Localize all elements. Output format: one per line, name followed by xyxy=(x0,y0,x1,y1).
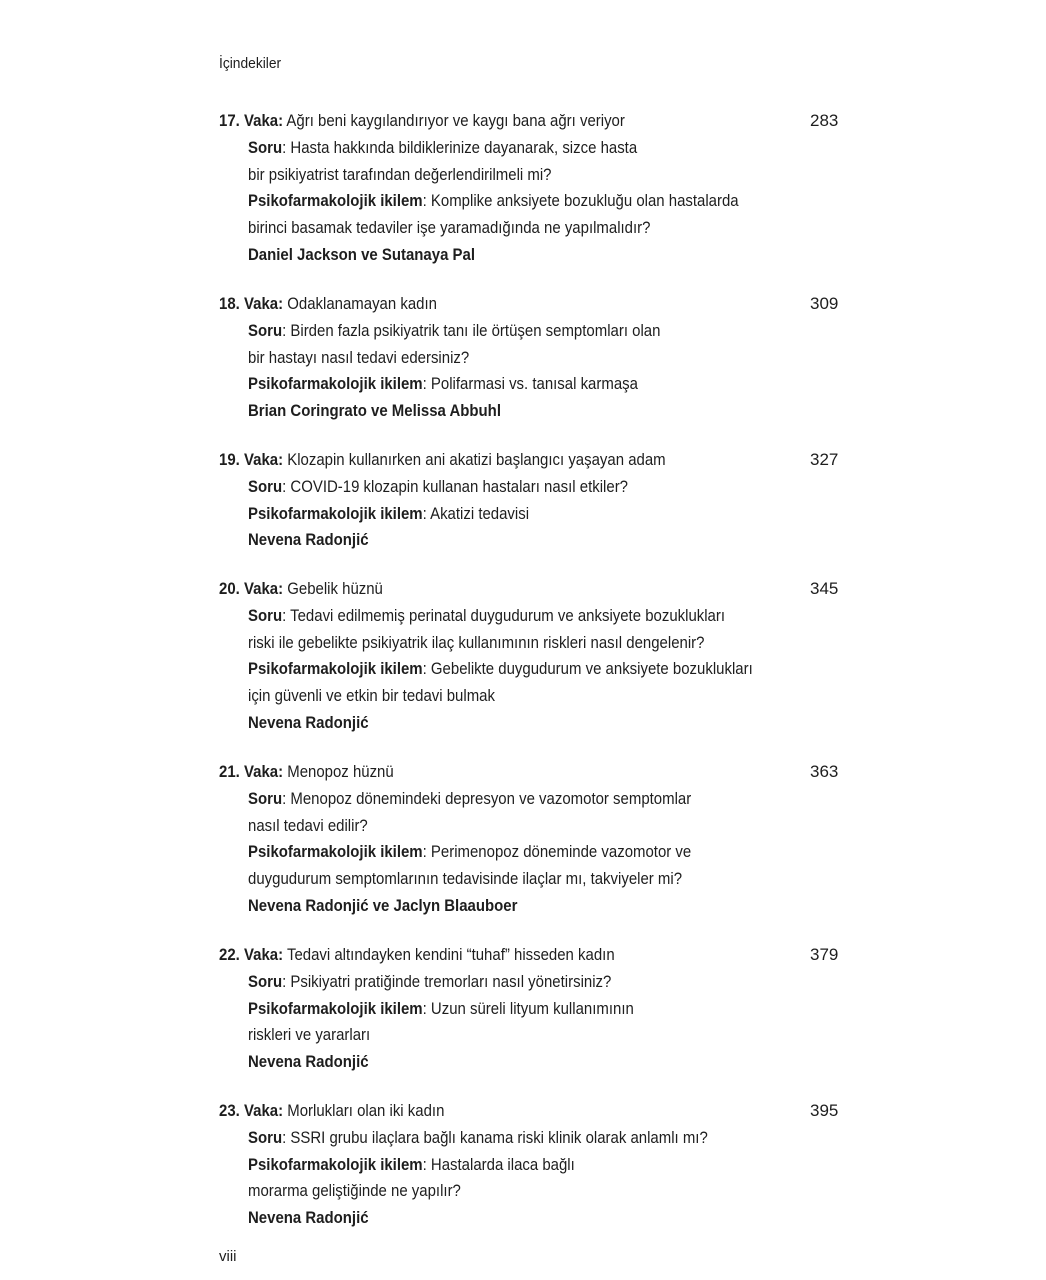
question-line xyxy=(219,969,839,996)
dilemma-label: Psikofarmakolojik ikilem xyxy=(248,503,423,523)
question-content: : Tedavi edilmemiş perinatal duygudurum ve anksiyete bozuklukları xyxy=(282,605,726,625)
dilemma-text xyxy=(248,215,650,242)
question-text xyxy=(248,969,611,996)
dilemma-text xyxy=(248,866,682,893)
question-line xyxy=(219,474,839,501)
question-text xyxy=(248,318,660,345)
page-reference: 395 xyxy=(810,1101,839,1120)
case-label: Vaka: xyxy=(243,111,284,130)
dilemma-content: : Hastalarda ilaca bağlı xyxy=(422,1154,575,1174)
question-content: riski ile gebelikte psikiyatrik ilaç kullanımının riskleri nasıl dengelenir? xyxy=(248,632,705,652)
authors-line xyxy=(219,1049,839,1076)
question-line xyxy=(219,813,839,840)
question-content: : COVID-19 klozapin kullanan hastaları nasıl etkiler? xyxy=(282,476,629,496)
question-label: Soru xyxy=(248,605,283,625)
authors: Nevena Radonjić xyxy=(248,1052,369,1072)
case-label: Vaka: xyxy=(243,450,284,469)
question-line xyxy=(219,345,839,372)
case-label: Vaka: xyxy=(243,762,284,781)
dilemma-content: : Akatizi tedavisi xyxy=(422,503,530,523)
case-number: 17. xyxy=(219,111,240,130)
question-line xyxy=(219,786,839,813)
dilemma-content: riskleri ve yararları xyxy=(248,1025,371,1045)
case-title: Ağrı beni kaygılandırıyor ve kaygı bana ağrı veriyor xyxy=(286,111,625,130)
case-number: 23. xyxy=(219,1101,240,1120)
page-reference: 379 xyxy=(810,945,839,964)
case-label: Vaka: xyxy=(243,945,284,964)
authors: Nevena Radonjić xyxy=(248,1208,369,1228)
page-reference: 363 xyxy=(810,762,839,781)
toc-title-text xyxy=(219,291,437,318)
authors-line xyxy=(219,527,839,554)
page-number-footer: viii xyxy=(219,1248,237,1265)
dilemma-line xyxy=(219,656,839,683)
question-label: Soru xyxy=(248,476,283,496)
page-reference: 345 xyxy=(810,579,839,598)
toc-title-line xyxy=(219,447,839,474)
toc-entry xyxy=(219,1098,839,1232)
authors: Nevena Radonjić xyxy=(248,712,369,732)
toc-title-text xyxy=(219,576,383,603)
dilemma-label: Psikofarmakolojik ikilem xyxy=(248,998,423,1018)
case-title: Morlukları olan iki kadın xyxy=(287,1101,445,1120)
dilemma-line xyxy=(219,839,839,866)
dilemma-content: : Polifarmasi vs. tanısal karmaşa xyxy=(422,374,638,394)
toc-title-line xyxy=(219,291,839,318)
toc-title-text xyxy=(219,108,625,135)
authors: Daniel Jackson ve Sutanaya Pal xyxy=(248,244,476,264)
question-content: : Hasta hakkında bildiklerinize dayanarak, sizce hasta xyxy=(282,137,638,157)
toc-title-text xyxy=(219,447,666,474)
case-title: Menopoz hüznü xyxy=(287,762,394,781)
toc-title-line xyxy=(219,942,839,969)
case-number: 22. xyxy=(219,945,240,964)
dilemma-line xyxy=(219,866,839,893)
dilemma-content: : Komplike anksiyete bozukluğu olan hastalarda xyxy=(422,191,739,211)
dilemma-content: duygudurum semptomlarının tedavisinde ilaçlar mı, takviyeler mi? xyxy=(248,869,683,889)
question-content: : SSRI grubu ilaçlara bağlı kanama riski klinik olarak anlamlı mı? xyxy=(282,1127,708,1147)
page-reference: 309 xyxy=(810,294,839,313)
dilemma-line xyxy=(219,996,839,1023)
case-title: Tedavi altındayken kendini “tuhaf” hisseden kadın xyxy=(286,945,615,964)
question-text xyxy=(248,813,368,840)
question-line xyxy=(219,318,839,345)
toc-title-text xyxy=(219,759,394,786)
question-text xyxy=(248,474,628,501)
question-text xyxy=(248,603,725,630)
case-label: Vaka: xyxy=(243,579,284,598)
toc-title-line xyxy=(219,759,839,786)
authors-line xyxy=(219,710,839,737)
page-reference: 327 xyxy=(810,450,839,469)
case-title: Gebelik hüznü xyxy=(287,579,383,598)
authors: Brian Coringrato ve Melissa Abbuhl xyxy=(248,401,501,421)
case-number: 20. xyxy=(219,579,240,598)
dilemma-text xyxy=(248,996,634,1023)
question-text xyxy=(248,630,704,657)
dilemma-text xyxy=(248,839,691,866)
dilemma-line xyxy=(219,1022,839,1049)
dilemma-line xyxy=(219,683,839,710)
authors-line xyxy=(219,242,839,269)
authors-line xyxy=(219,1205,839,1232)
case-number: 18. xyxy=(219,294,240,313)
toc-title-line xyxy=(219,1098,839,1125)
dilemma-label: Psikofarmakolojik ikilem xyxy=(248,659,423,679)
dilemma-line xyxy=(219,371,839,398)
question-line xyxy=(219,162,839,189)
case-number: 19. xyxy=(219,450,240,469)
dilemma-text xyxy=(248,371,638,398)
dilemma-text xyxy=(248,683,495,710)
question-text xyxy=(248,162,551,189)
question-content: nasıl tedavi edilir? xyxy=(248,815,368,835)
question-content: : Birden fazla psikiyatrik tanı ile örtüşen semptomları olan xyxy=(282,320,661,340)
question-text xyxy=(248,1125,708,1152)
question-line xyxy=(219,1125,839,1152)
running-header: İçindekiler xyxy=(219,55,282,72)
toc-entry xyxy=(219,942,839,1076)
dilemma-label: Psikofarmakolojik ikilem xyxy=(248,1154,423,1174)
authors: Nevena Radonjić ve Jaclyn Blaauboer xyxy=(248,895,518,915)
dilemma-text xyxy=(248,1022,370,1049)
dilemma-text xyxy=(248,1178,461,1205)
question-content: bir psikiyatrist tarafından değerlendirilmeli mi? xyxy=(248,164,552,184)
dilemma-line xyxy=(219,215,839,242)
question-content: : Menopoz dönemindeki depresyon ve vazomotor semptomlar xyxy=(282,788,692,808)
dilemma-text xyxy=(248,1152,575,1179)
dilemma-content: morarma geliştiğinde ne yapılır? xyxy=(248,1181,461,1201)
case-label: Vaka: xyxy=(243,1101,284,1120)
dilemma-text xyxy=(248,188,739,215)
toc-entry xyxy=(219,291,839,425)
toc-entry xyxy=(219,108,839,269)
case-label: Vaka: xyxy=(243,294,284,313)
question-label: Soru xyxy=(248,788,283,808)
authors: Nevena Radonjić xyxy=(248,530,369,550)
dilemma-label: Psikofarmakolojik ikilem xyxy=(248,191,423,211)
dilemma-line xyxy=(219,1152,839,1179)
dilemma-content: : Gebelikte duygudurum ve anksiyete bozuklukları xyxy=(422,659,753,679)
question-text xyxy=(248,135,637,162)
toc-entry xyxy=(219,576,839,737)
dilemma-line xyxy=(219,501,839,528)
dilemma-text xyxy=(248,501,529,528)
dilemma-content: : Uzun süreli lityum kullanımının xyxy=(422,998,634,1018)
page-reference: 283 xyxy=(810,111,839,130)
dilemma-line xyxy=(219,1178,839,1205)
dilemma-content: birinci basamak tedaviler işe yaramadığında ne yapılmalıdır? xyxy=(248,218,651,238)
case-number: 21. xyxy=(219,762,240,781)
question-label: Soru xyxy=(248,320,283,340)
toc-entry xyxy=(219,759,839,920)
question-content: : Psikiyatri pratiğinde tremorları nasıl yönetirsiniz? xyxy=(282,971,612,991)
dilemma-content: için güvenli ve etkin bir tedavi bulmak xyxy=(248,686,495,706)
toc-title-text xyxy=(219,942,615,969)
toc-title-line xyxy=(219,576,839,603)
toc-entry xyxy=(219,447,839,554)
question-content: bir hastayı nasıl tedavi edersiniz? xyxy=(248,347,470,367)
dilemma-text xyxy=(248,656,753,683)
dilemma-label: Psikofarmakolojik ikilem xyxy=(248,842,423,862)
dilemma-label: Psikofarmakolojik ikilem xyxy=(248,374,423,394)
dilemma-content: : Perimenopoz döneminde vazomotor ve xyxy=(422,842,692,862)
question-text xyxy=(248,786,691,813)
question-line xyxy=(219,630,839,657)
toc-title-line xyxy=(219,108,839,135)
question-label: Soru xyxy=(248,971,283,991)
case-title: Klozapin kullanırken ani akatizi başlangıcı yaşayan adam xyxy=(287,450,666,469)
dilemma-line xyxy=(219,188,839,215)
question-label: Soru xyxy=(248,137,283,157)
toc-title-text xyxy=(219,1098,444,1125)
authors-line xyxy=(219,893,839,920)
case-title: Odaklanamayan kadın xyxy=(287,294,437,313)
question-line xyxy=(219,603,839,630)
question-text xyxy=(248,345,469,372)
question-line xyxy=(219,135,839,162)
authors-line xyxy=(219,398,839,425)
question-label: Soru xyxy=(248,1127,283,1147)
